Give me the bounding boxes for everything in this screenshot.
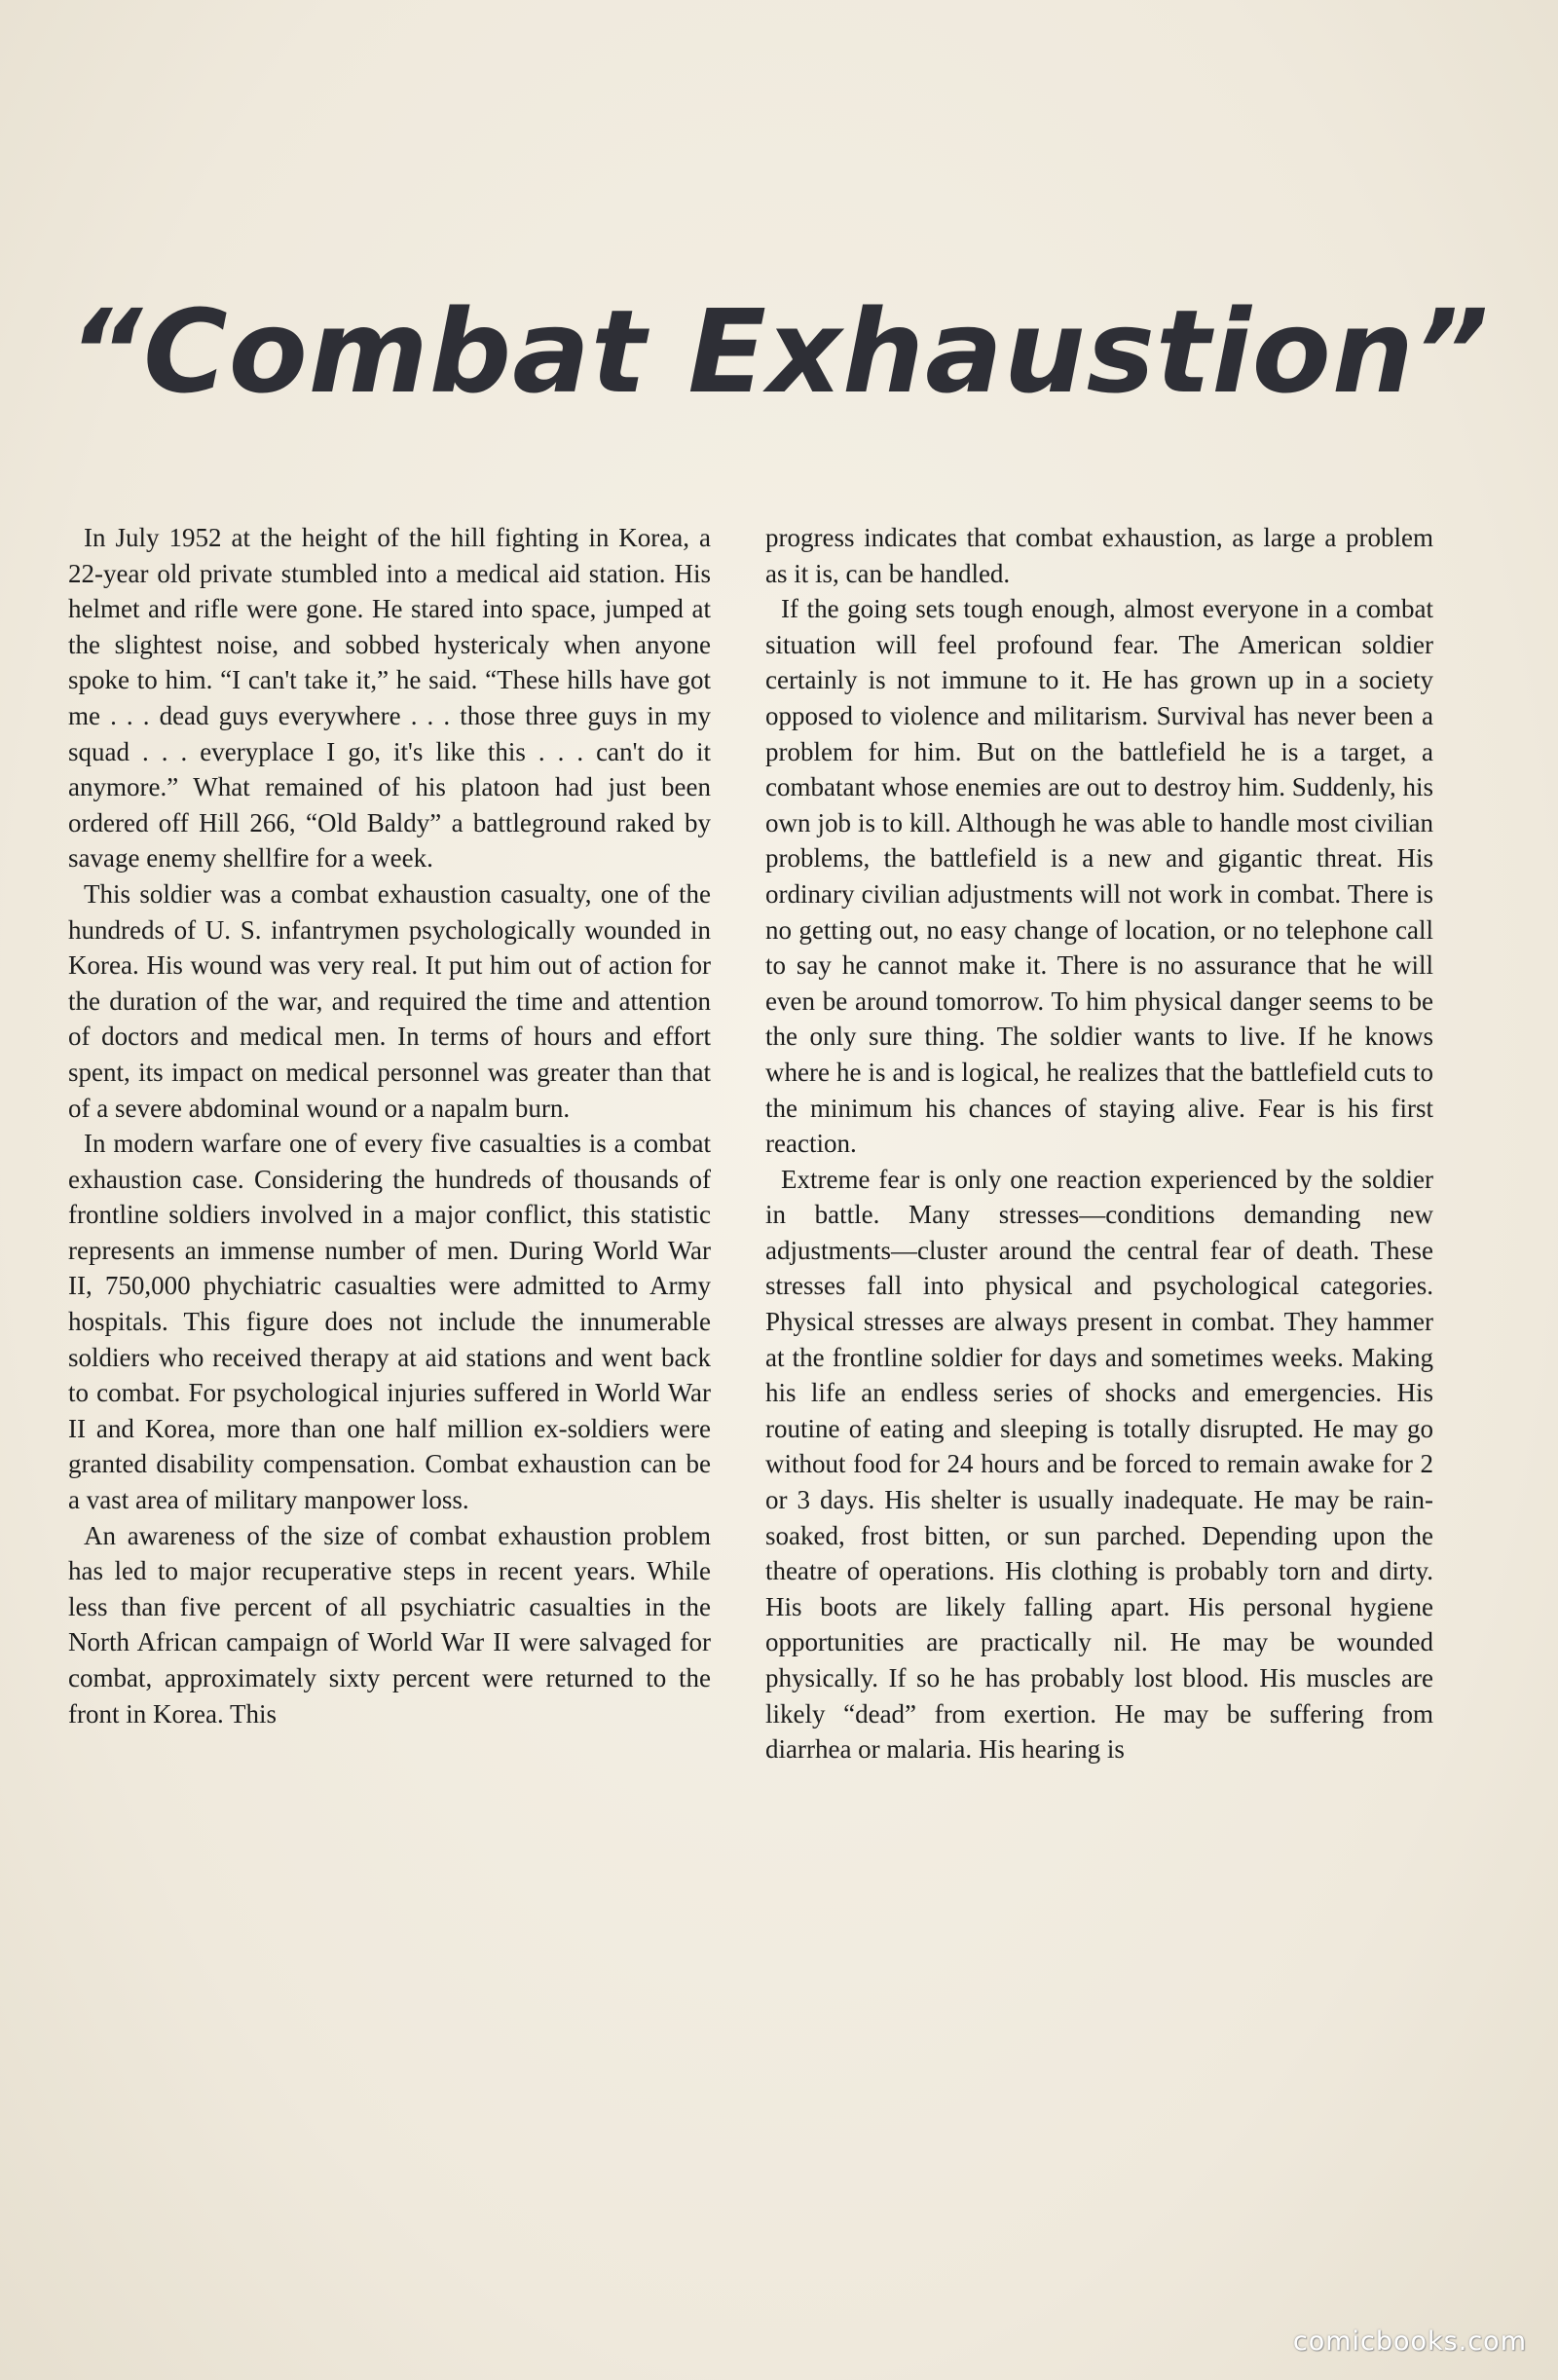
paragraph-2: This soldier was a combat exhaustion casualty, one of the hundreds of U. S. infantrymen psychologically wounded in Korea. His wound was very real. It put him out of action for the duration of the war, and required the time and attention of doctors and medical men. In terms of hours and effort spent, its impact on medical personnel was greater than that of a severe abdominal wound or a napalm burn. (68, 878, 711, 1123)
paragraph-7: Extreme fear is only one reaction experienced by the soldier in battle. Many stresses—conditions demanding new adjustments—cluster around the central fear of death. These stresses fall into physical and psychological categories. Physical stresses are always present in combat. They hammer at the frontline soldier for days and sometimes weeks. Making his life an endless series of shocks and emergencies. His routine of eating and sleeping is totally disrupted. He may go without food for 24 hours and be forced to remain awake for 2 or 3 days. His shelter is usually inadequate. He may be rain-soaked, frost bitten, or sun parched. Depending upon the theatre of operations. His clothing is probably torn and dirty. His boots are likely falling apart. His personal hygiene opportunities are practically nil. He may be wounded physically. If so he has probably lost blood. His muscles are likely “dead” from exertion. He may be suffering from diarrhea or malaria. His hearing is (765, 1164, 1433, 1765)
paragraph-4: An awareness of the size of combat exhaustion problem has led to major recuperative steps in recent years. While less than five percent of all psychiatric casualties in the North African campaign of World War II were salvaged for combat, approximately sixty percent were returned to the front in Korea. This (68, 1520, 711, 1729)
paragraph-3: In modern warfare one of every five casualties is a combat exhaustion case. Considering the hundreds of thousands of frontline soldiers involved in a major conflict, this statistic represents an immense number of men. During World War II, 750,000 phychiatric casualties were admitted to Army hospitals. This figure does not include the innumerable soldiers who received therapy at aid stations and went back to combat. For psychological injuries suffered in World War II and Korea, more than one half million ex-soldiers were granted disability compensation. Combat exhaustion can be a vast area of military manpower loss. (68, 1129, 711, 1515)
paragraph-6: If the going sets tough enough, almost everyone in a combat situation will feel profound fear. The American soldier certainly is not immune to it. He has grown up in a society opposed to violence and militarism. Survival has never been a problem for him. But on the battlefield he is a target, a combatant whose enemies are out to destroy him. Suddenly, his own job is to kill. Although he was able to handle most civilian problems, the battlefield is a new and gigantic threat. His ordinary civilian adjustments will not work in combat. There is no getting out, no easy change of location, or no telephone call to say he cannot make it. There is no assurance that he will even be around tomorrow. To him physical danger seems to be the only sure thing. The soldier wants to live. If he knows where he is and is logical, he realizes that the battlefield cuts to the minimum his chances of staying alive. Fear is his first reaction. (765, 594, 1433, 1159)
right-text-column (765, 520, 1433, 1767)
left-text-column (68, 520, 711, 1731)
paragraph-1: In July 1952 at the height of the hill fighting in Korea, a 22-year old private stumbled into a medical aid station. His helmet and rifle were gone. He stared into space, jumped at the slightest noise, and sobbed hystericaly when anyone spoke to him. “I can't take it,” he said. “These hills have got me . . . dead guys everywhere . . . those three guys in my squad . . . everyplace I go, it's like this . . . can't do it anymore.” What remained of his platoon had just been ordered off Hill 266, “Old Baldy” a battleground raked by savage enemy shellfire for a week. (68, 523, 711, 874)
article-title: “Combat Exhaustion” (68, 284, 1490, 420)
site-watermark: comicbooks.com (1292, 2326, 1527, 2357)
paragraph-5-continued: progress indicates that combat exhaustion, as large a problem as it is, can be handled. (765, 523, 1433, 588)
